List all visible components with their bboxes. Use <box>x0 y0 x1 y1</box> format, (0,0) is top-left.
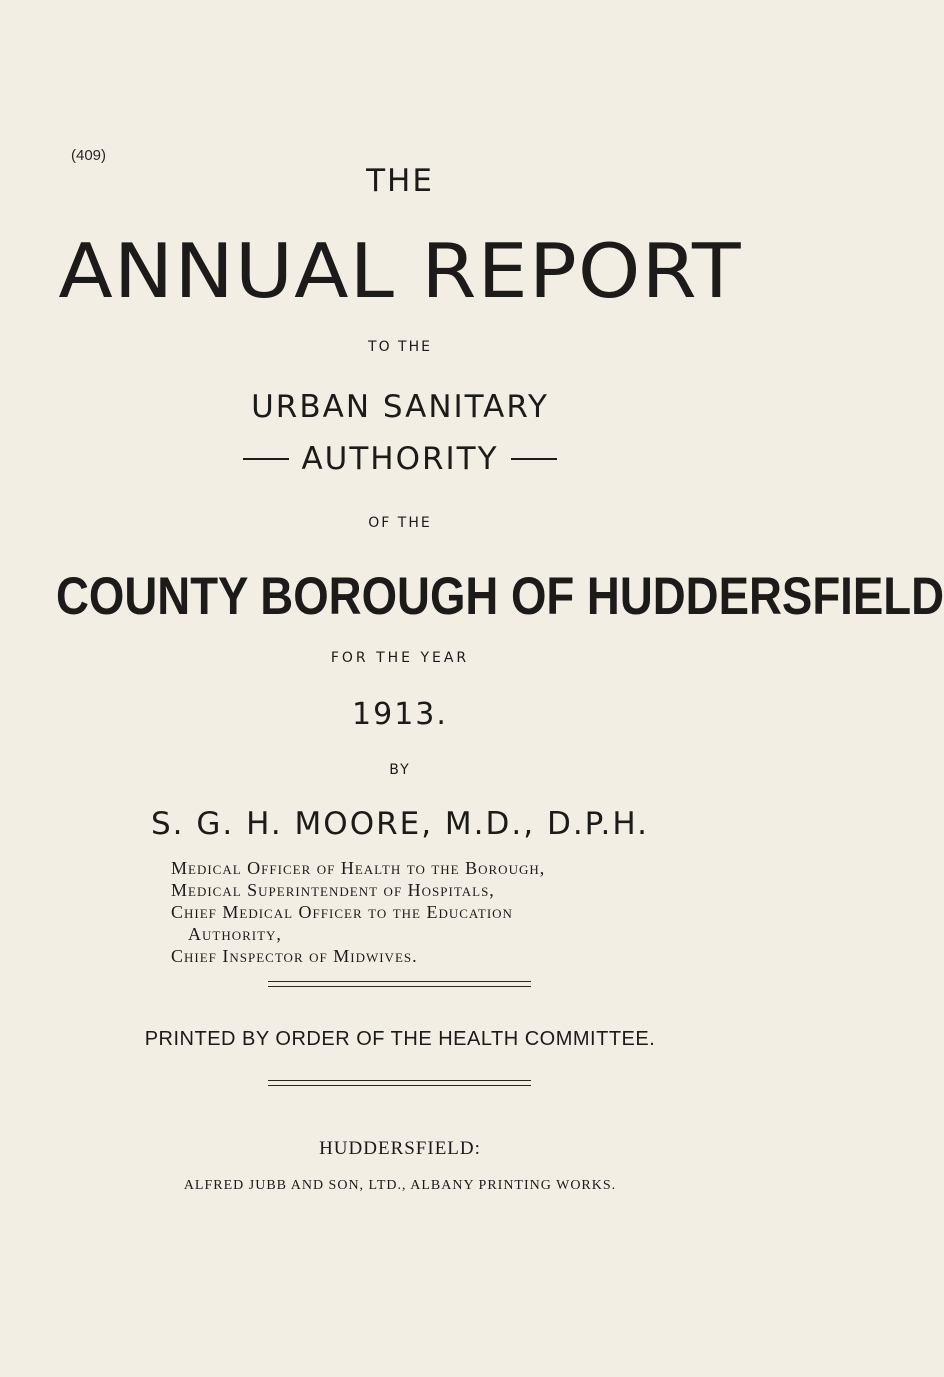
authority-line-2: AUTHORITY <box>301 441 499 477</box>
double-rule-top <box>268 981 531 987</box>
author-title-line: Medical Superintendent of Hospitals, <box>171 880 495 900</box>
catalog-number: (409) <box>71 147 107 164</box>
author-title-line: Authority, <box>188 924 282 944</box>
report-year: 1913. <box>352 697 448 732</box>
printed-notice: PRINTED BY ORDER OF THE HEALTH COMMITTEE. <box>144 1028 656 1050</box>
authority-line-1: URBAN SANITARY <box>251 389 549 425</box>
right-dash-rule <box>511 458 557 460</box>
borough-name: COUNTY BOROUGH OF HUDDERSFIELD <box>56 567 944 626</box>
authority-line-2-row <box>0 441 800 477</box>
imprint-place: HUDDERSFIELD: <box>319 1138 481 1159</box>
author-title-line: Chief Inspector of Midwives. <box>171 946 418 966</box>
imprint-printer: ALFRED JUBB AND SON, LTD., ALBANY PRINTING WORKS. <box>183 1178 617 1193</box>
heading-of-the: OF THE <box>368 515 432 531</box>
heading-for-the-year: FOR THE YEAR <box>330 650 470 666</box>
report-title: ANNUAL REPORT <box>58 227 742 315</box>
heading-by: BY <box>389 762 411 778</box>
author-name: S. G. H. MOORE, M.D., D.P.H. <box>150 806 650 842</box>
double-rule-bottom <box>268 1080 531 1086</box>
heading-to-the: TO THE <box>368 339 432 355</box>
author-title-line: Medical Officer of Health to the Borough, <box>171 858 546 878</box>
author-titles <box>171 857 545 967</box>
author-title-line: Chief Medical Officer to the Education <box>171 902 513 922</box>
left-dash-rule <box>243 458 289 460</box>
heading-the: THE <box>366 163 434 199</box>
